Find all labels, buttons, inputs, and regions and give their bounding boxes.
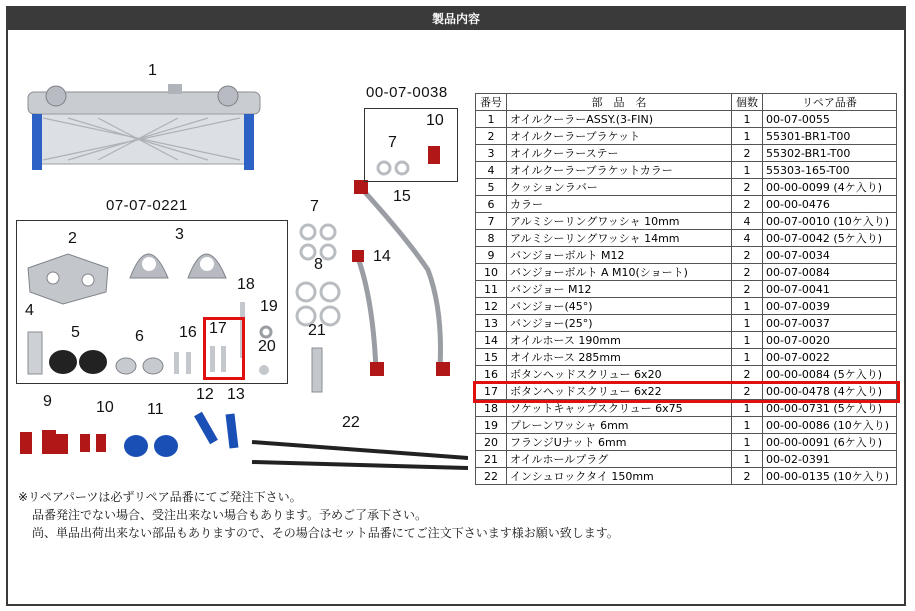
part-label-9: 9 bbox=[43, 393, 52, 410]
cell-repair-no: 00-02-0391 bbox=[763, 451, 897, 468]
cell-qty: 2 bbox=[732, 145, 763, 162]
cell-name: ボタンヘッドスクリュー 6x22 bbox=[507, 383, 732, 400]
cell-qty: 2 bbox=[732, 264, 763, 281]
part-label-11: 11 bbox=[147, 401, 164, 418]
part-label-15: 15 bbox=[393, 188, 411, 205]
cell-no: 10 bbox=[476, 264, 507, 281]
cell-name: オイルクーラーASSY.(3-FIN) bbox=[507, 111, 732, 128]
cell-no: 22 bbox=[476, 468, 507, 485]
kit-box-07-07-0221 bbox=[16, 220, 288, 384]
cell-name: アルミシーリングワッシャ 10mm bbox=[507, 213, 732, 230]
table-row bbox=[476, 366, 897, 383]
cell-repair-no: 00-07-0010 (10ケ入り) bbox=[763, 213, 897, 230]
cell-repair-no: 00-00-0099 (4ケ入り) bbox=[763, 179, 897, 196]
cell-repair-no: 00-07-0042 (5ケ入り) bbox=[763, 230, 897, 247]
cell-name: ボタンヘッドスクリュー 6x20 bbox=[507, 366, 732, 383]
cell-no: 17 bbox=[476, 383, 507, 400]
cell-qty: 1 bbox=[732, 451, 763, 468]
cell-name: ソケットキャップスクリュー 6x75 bbox=[507, 400, 732, 417]
parts-table bbox=[475, 93, 897, 485]
note-line-1: ※リペアパーツは必ずリペア品番にてご発注下さい。 bbox=[18, 490, 302, 504]
cell-qty: 4 bbox=[732, 230, 763, 247]
part-label-17: 17 bbox=[209, 320, 227, 337]
cell-repair-no: 00-00-0478 (4ケ入り) bbox=[763, 383, 897, 400]
col-header-repair-no: リペア品番 bbox=[763, 94, 897, 111]
cell-name: バンジョー(45°) bbox=[507, 298, 732, 315]
cell-name: オイルクーラーブラケットカラー bbox=[507, 162, 732, 179]
cell-no: 12 bbox=[476, 298, 507, 315]
part-label-8: 8 bbox=[314, 256, 323, 273]
part-label-10-kit: 10 bbox=[426, 112, 444, 129]
part-label-1: 1 bbox=[148, 62, 157, 79]
cell-name: フランジUナット 6mm bbox=[507, 434, 732, 451]
cell-repair-no: 00-00-0731 (5ケ入り) bbox=[763, 400, 897, 417]
cell-repair-no: 00-00-0084 (5ケ入り) bbox=[763, 366, 897, 383]
col-header-no: 番号 bbox=[476, 94, 507, 111]
cell-name: オイルホース 190mm bbox=[507, 332, 732, 349]
part-label-4: 4 bbox=[25, 302, 34, 319]
part-label-14: 14 bbox=[373, 248, 391, 265]
cell-qty: 1 bbox=[732, 332, 763, 349]
table-row bbox=[476, 451, 897, 468]
part-label-5: 5 bbox=[71, 324, 80, 341]
table-row bbox=[476, 417, 897, 434]
table-row bbox=[476, 315, 897, 332]
part-label-18: 18 bbox=[237, 276, 255, 293]
part-label-12: 12 bbox=[196, 386, 214, 403]
cell-qty: 1 bbox=[732, 162, 763, 179]
table-row bbox=[476, 349, 897, 366]
cell-name: オイルクーラーブラケット bbox=[507, 128, 732, 145]
col-header-qty: 個数 bbox=[732, 94, 763, 111]
part-label-6: 6 bbox=[135, 328, 144, 345]
cell-qty: 2 bbox=[732, 179, 763, 196]
cell-no: 18 bbox=[476, 400, 507, 417]
part-label-16: 16 bbox=[179, 324, 197, 341]
cell-repair-no: 55302-BR1-T00 bbox=[763, 145, 897, 162]
cell-repair-no: 00-00-0135 (10ケ入り) bbox=[763, 468, 897, 485]
cell-name: バンジョーボルト M12 bbox=[507, 247, 732, 264]
cell-name: バンジョーボルト A M10(ショート) bbox=[507, 264, 732, 281]
cell-repair-no: 00-00-0086 (10ケ入り) bbox=[763, 417, 897, 434]
kit-code-07-07-0221: 07-07-0221 bbox=[106, 197, 188, 214]
cell-qty: 2 bbox=[732, 468, 763, 485]
cell-qty: 2 bbox=[732, 366, 763, 383]
table-row bbox=[476, 468, 897, 485]
cell-no: 3 bbox=[476, 145, 507, 162]
fittings-image bbox=[20, 414, 234, 457]
part-label-2: 2 bbox=[68, 230, 77, 247]
cell-no: 15 bbox=[476, 349, 507, 366]
table-row bbox=[476, 434, 897, 451]
washers-image bbox=[297, 162, 408, 325]
part-label-20: 20 bbox=[258, 338, 276, 355]
highlight-row-17 bbox=[473, 381, 900, 403]
cell-no: 6 bbox=[476, 196, 507, 213]
cell-no: 8 bbox=[476, 230, 507, 247]
table-header-row bbox=[476, 94, 897, 111]
cell-no: 1 bbox=[476, 111, 507, 128]
note-line-3: 尚、単品出荷出来ない部品もありますので、その場合はセット品番にてご注文下さいます様お願い致します。 bbox=[32, 526, 619, 540]
note-line-2: 品番発注でない場合、受注出来ない場合もあります。予めご了承下さい。 bbox=[32, 508, 428, 522]
part-label-13: 13 bbox=[227, 386, 245, 403]
cell-name: カラー bbox=[507, 196, 732, 213]
cell-repair-no: 00-00-0091 (6ケ入り) bbox=[763, 434, 897, 451]
part-label-21: 21 bbox=[308, 322, 326, 339]
table-row bbox=[476, 332, 897, 349]
oil-cooler-image bbox=[28, 84, 260, 170]
cell-name: オイルホールプラグ bbox=[507, 451, 732, 468]
cell-name: インシュロックタイ 150mm bbox=[507, 468, 732, 485]
cell-name: オイルホース 285mm bbox=[507, 349, 732, 366]
cell-repair-no: 55301-BR1-T00 bbox=[763, 128, 897, 145]
cell-no: 20 bbox=[476, 434, 507, 451]
cell-no: 13 bbox=[476, 315, 507, 332]
cell-no: 21 bbox=[476, 451, 507, 468]
col-header-name: 部 品 名 bbox=[507, 94, 732, 111]
cell-repair-no: 00-07-0037 bbox=[763, 315, 897, 332]
table-row bbox=[476, 111, 897, 128]
table-row bbox=[476, 213, 897, 230]
table-row bbox=[476, 179, 897, 196]
cell-name: アルミシーリングワッシャ 14mm bbox=[507, 230, 732, 247]
part-label-7: 7 bbox=[310, 198, 319, 215]
plug-image bbox=[312, 348, 322, 392]
cell-qty: 1 bbox=[732, 315, 763, 332]
cell-repair-no: 00-07-0041 bbox=[763, 281, 897, 298]
cell-no: 14 bbox=[476, 332, 507, 349]
cell-qty: 2 bbox=[732, 196, 763, 213]
cell-repair-no: 00-07-0034 bbox=[763, 247, 897, 264]
cell-qty: 1 bbox=[732, 434, 763, 451]
part-label-10: 10 bbox=[96, 399, 114, 416]
cell-no: 5 bbox=[476, 179, 507, 196]
part-label-3: 3 bbox=[175, 226, 184, 243]
cell-no: 16 bbox=[476, 366, 507, 383]
cell-no: 11 bbox=[476, 281, 507, 298]
table-row bbox=[476, 247, 897, 264]
panel-title: 製品内容 bbox=[8, 8, 904, 30]
part-label-22: 22 bbox=[342, 414, 360, 431]
cell-no: 2 bbox=[476, 128, 507, 145]
table-row bbox=[476, 196, 897, 213]
table-row bbox=[476, 162, 897, 179]
table-row bbox=[476, 281, 897, 298]
cell-qty: 1 bbox=[732, 298, 763, 315]
cell-repair-no: 00-00-0476 bbox=[763, 196, 897, 213]
cell-name: クッションラバー bbox=[507, 179, 732, 196]
cable-ties-image bbox=[252, 442, 468, 468]
cell-no: 7 bbox=[476, 213, 507, 230]
cell-repair-no: 00-07-0020 bbox=[763, 332, 897, 349]
cell-repair-no: 00-07-0055 bbox=[763, 111, 897, 128]
table-row bbox=[476, 298, 897, 315]
cell-no: 19 bbox=[476, 417, 507, 434]
cell-name: バンジョー(25°) bbox=[507, 315, 732, 332]
cell-qty: 2 bbox=[732, 247, 763, 264]
cell-qty: 1 bbox=[732, 349, 763, 366]
cell-repair-no: 00-07-0022 bbox=[763, 349, 897, 366]
cell-qty: 4 bbox=[732, 213, 763, 230]
part-label-7-kit: 7 bbox=[388, 134, 397, 151]
cell-no: 9 bbox=[476, 247, 507, 264]
notes bbox=[18, 488, 619, 542]
cell-no: 4 bbox=[476, 162, 507, 179]
cell-qty: 2 bbox=[732, 281, 763, 298]
cell-name: バンジョー M12 bbox=[507, 281, 732, 298]
cell-qty: 1 bbox=[732, 400, 763, 417]
cell-qty: 1 bbox=[732, 111, 763, 128]
cell-name: オイルクーラーステー bbox=[507, 145, 732, 162]
table-row bbox=[476, 128, 897, 145]
table-row bbox=[476, 264, 897, 281]
cell-name: プレーンワッシャ 6mm bbox=[507, 417, 732, 434]
part-label-19: 19 bbox=[260, 298, 278, 315]
table-row bbox=[476, 230, 897, 247]
cell-repair-no: 00-07-0084 bbox=[763, 264, 897, 281]
cell-qty: 2 bbox=[732, 383, 763, 400]
kit-code-00-07-0038: 00-07-0038 bbox=[366, 84, 448, 101]
cell-repair-no: 00-07-0039 bbox=[763, 298, 897, 315]
cell-qty: 1 bbox=[732, 128, 763, 145]
product-contents-panel bbox=[6, 6, 906, 606]
table-row bbox=[476, 145, 897, 162]
cell-qty: 1 bbox=[732, 417, 763, 434]
cell-repair-no: 55303-165-T00 bbox=[763, 162, 897, 179]
